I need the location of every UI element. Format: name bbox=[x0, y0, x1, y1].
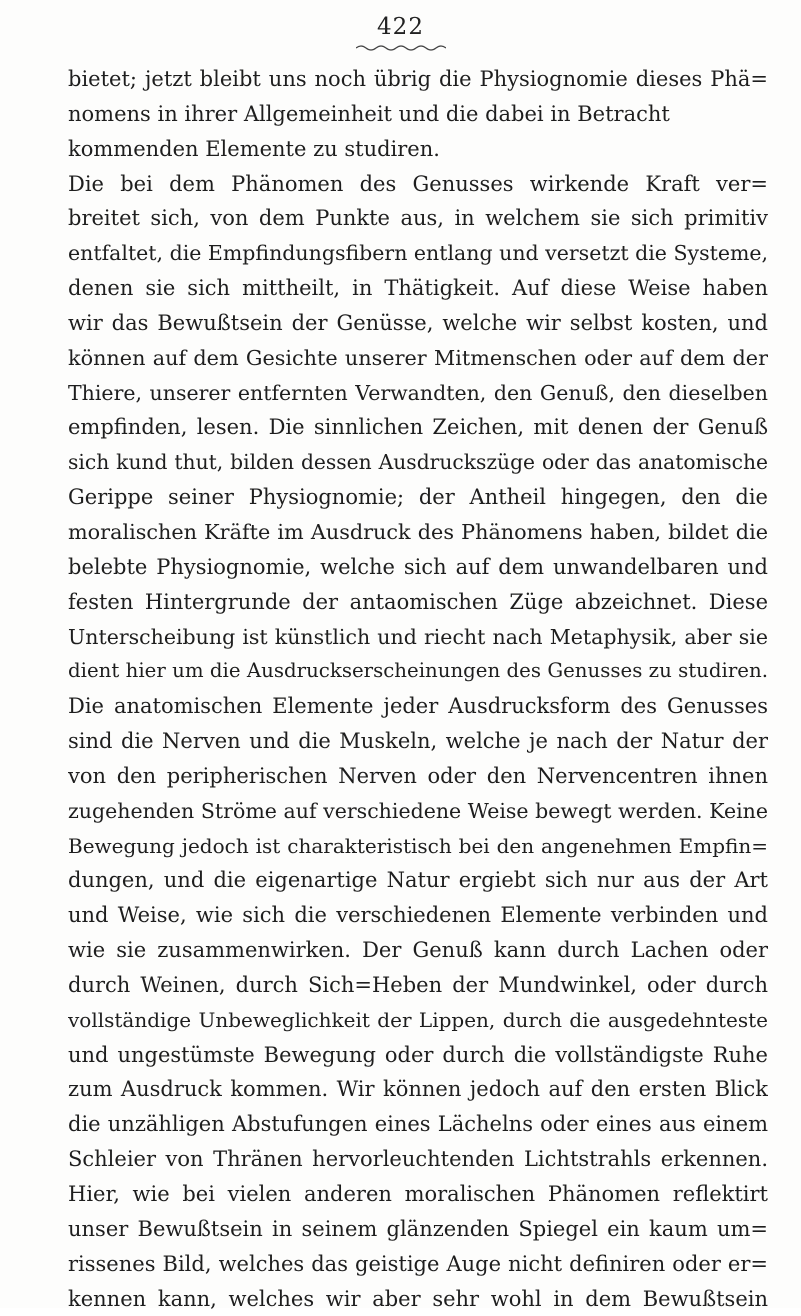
text-line: wie sie zusammenwirken. Der Genuß kann durch Lachen oder bbox=[68, 938, 768, 963]
text-line: wir das Bewußtsein der Genüsse, welche wir selbst kosten, und bbox=[68, 310, 768, 335]
text-line: dungen, und die eigenartige Natur ergiebt sich nur aus der Art bbox=[68, 868, 768, 893]
text-line: empfinden, lesen. Die sinnlichen Zeichen, mit denen der Genuß bbox=[68, 415, 768, 440]
page-number: 422 bbox=[377, 14, 424, 40]
header-wavy-rule-icon bbox=[356, 44, 446, 52]
text-line: entfaltet, die Empfindungsfibern entlang und versetzt die Systeme, bbox=[68, 241, 768, 266]
text-line: zum Ausdruck kommen. Wir können jedoch auf den ersten Blick bbox=[68, 1077, 768, 1102]
text-line: Hier, wie bei vielen anderen moralischen Phänomen reflektirt bbox=[68, 1182, 768, 1206]
text-line: unser Bewußtsein in seinem glänzenden Spiegel ein kaum um= bbox=[68, 1216, 768, 1241]
text-line: denen sie sich mittheilt, in Thätigkeit. Auf diese Weise haben bbox=[68, 276, 768, 301]
text-line: von den peripherischen Nerven oder den Nervencentren ihnen bbox=[68, 763, 768, 788]
body-text bbox=[68, 62, 768, 1316]
text-line: dient hier um die Ausdruckserscheinungen des Genusses zu studiren. bbox=[68, 659, 768, 683]
text-line: nomens in ihrer Allgemeinheit und die dabei in Betracht bbox=[68, 101, 670, 126]
text-line: Die bei dem Phänomen des Genusses wirkende Kraft ver= bbox=[68, 171, 768, 196]
text-line: rissenes Bild, welches das geistige Auge nicht definiren oder er= bbox=[68, 1251, 768, 1276]
text-line: kennen kann, welches wir aber sehr wohl in dem Bewußtsein bbox=[68, 1286, 768, 1311]
text-line: Schleier von Thränen hervorleuchtenden Lichtstrahls erkennen. bbox=[68, 1147, 768, 1172]
text-line: belebte Physiognomie, welche sich auf dem unwandelbaren und bbox=[68, 554, 768, 579]
text-line: durch Weinen, durch Sich=Heben der Mundwinkel, oder durch bbox=[68, 972, 768, 997]
text-line: breitet sich, von dem Punkte aus, in welchem sie sich primitiv bbox=[68, 206, 768, 231]
text-line: kommenden Elemente zu studiren. bbox=[68, 136, 440, 161]
text-line: und Weise, wie sich die verschiedenen Elemente verbinden und bbox=[68, 903, 768, 928]
text-line: können auf dem Gesichte unserer Mitmenschen oder auf dem der bbox=[68, 345, 768, 370]
text-line: vollständige Unbeweglichkeit der Lippen, durch die ausgedehnteste bbox=[68, 1007, 768, 1032]
text-line: Die anatomischen Elemente jeder Ausdrucksform des Genusses bbox=[68, 694, 768, 719]
text-line: sich kund thut, bilden dessen Ausdruckszüge oder das anatomische bbox=[68, 450, 768, 475]
text-line: Bewegung jedoch ist charakteristisch bei den angenehmen Empfin= bbox=[68, 833, 768, 858]
text-line: und ungestümste Bewegung oder durch die vollständigste Ruhe bbox=[68, 1042, 768, 1067]
text-line: bietet; jetzt bleibt uns noch übrig die Physiognomie dieses Phä= bbox=[68, 67, 768, 91]
text-line: zugehenden Ströme auf verschiedene Weise bewegt werden. Keine bbox=[68, 798, 768, 823]
text-line: Thiere, unserer entfernten Verwandten, den Genuß, den dieselben bbox=[68, 380, 768, 405]
text-line: sind die Nerven und die Muskeln, welche je nach der Natur der bbox=[68, 729, 768, 754]
text-line: festen Hintergrunde der antaomischen Züge abzeichnet. Diese bbox=[68, 589, 768, 614]
page-header bbox=[0, 14, 801, 40]
text-line: Unterscheibung ist künstlich und riecht nach Metaphysik, aber sie bbox=[68, 624, 768, 649]
text-line: Gerippe seiner Physiognomie; der Antheil hingegen, den die bbox=[68, 485, 768, 510]
text-line: moralischen Kräfte im Ausdruck des Phänomens haben, bildet die bbox=[68, 519, 768, 544]
text-line: die unzähligen Abstufungen eines Lächelns oder eines aus einem bbox=[68, 1112, 768, 1137]
